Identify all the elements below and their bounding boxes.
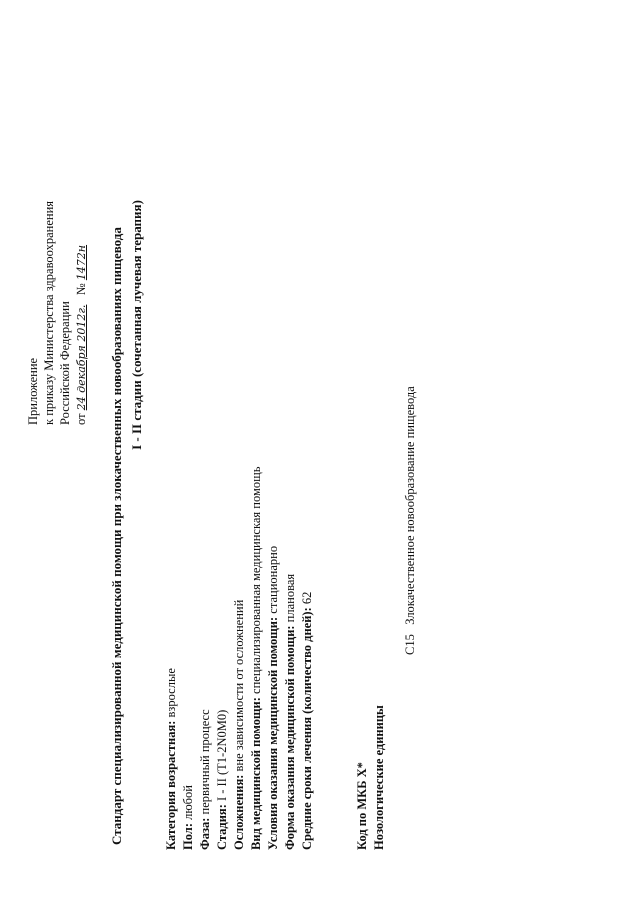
meta-value: стационарно bbox=[266, 545, 280, 617]
meta-value: любой bbox=[181, 785, 195, 824]
meta-label: Форма оказания медицинской помощи: bbox=[283, 625, 297, 850]
meta-value: 62 bbox=[300, 591, 314, 608]
appendix-line-1: Приложение bbox=[26, 357, 40, 425]
meta-value: вне зависимости от осложнений bbox=[232, 599, 246, 775]
meta-value: специализированная медицинская помощь bbox=[249, 466, 263, 698]
meta-care-form bbox=[283, 574, 297, 850]
diagnosis-text: Злокачественное новообразование пищевода bbox=[403, 386, 417, 625]
meta-label: Средние сроки лечения (количество дней): bbox=[300, 607, 314, 850]
meta-sex bbox=[181, 785, 195, 850]
meta-care-conditions bbox=[266, 546, 280, 850]
diagnosis-code: C15 bbox=[403, 634, 417, 655]
meta-value: I - II (T1-2N0M0) bbox=[215, 709, 229, 805]
meta-stage bbox=[215, 710, 229, 850]
meta-label: Условия оказания медицинской помощи: bbox=[266, 616, 280, 850]
from-label: от bbox=[74, 413, 88, 425]
appendix-date-row bbox=[74, 65, 90, 425]
meta-value: взрослые bbox=[164, 668, 178, 721]
document-title-line-1: Стандарт специализированной медицинской помощи при злокачественных новообразованиях пищевода bbox=[109, 227, 124, 845]
nosology-label: Нозологические единицы bbox=[372, 705, 386, 850]
number-label: № bbox=[74, 283, 88, 296]
appendix-line-3: Российской Федерации bbox=[58, 301, 72, 425]
diagnosis-row bbox=[403, 386, 417, 655]
appendix-header bbox=[26, 65, 90, 425]
mkb-code-label: Код по МКБ X* bbox=[355, 762, 369, 850]
handwritten-date: 24 декабря 2012г. bbox=[75, 304, 88, 411]
document-title-line-2: I - II стадии (сочетанная лучевая терапия) bbox=[129, 200, 144, 450]
meta-value: первичный процесс bbox=[198, 709, 212, 818]
meta-value: плановая bbox=[283, 573, 297, 626]
meta-label: Пол: bbox=[181, 823, 195, 850]
meta-label: Стадия: bbox=[215, 804, 229, 850]
meta-care-type bbox=[249, 467, 263, 850]
meta-phase bbox=[198, 709, 212, 850]
meta-label: Категория возрастная: bbox=[164, 720, 178, 850]
meta-complications bbox=[232, 600, 246, 850]
meta-age-category bbox=[164, 668, 178, 850]
appendix-line-2: к приказу Министерства здравоохранения bbox=[42, 200, 56, 425]
meta-treatment-duration bbox=[300, 592, 314, 850]
meta-label: Фаза: bbox=[198, 817, 212, 850]
meta-label: Осложнения: bbox=[232, 774, 246, 850]
meta-label: Вид медицинской помощи: bbox=[249, 697, 263, 850]
handwritten-number: 1472н bbox=[75, 244, 88, 281]
